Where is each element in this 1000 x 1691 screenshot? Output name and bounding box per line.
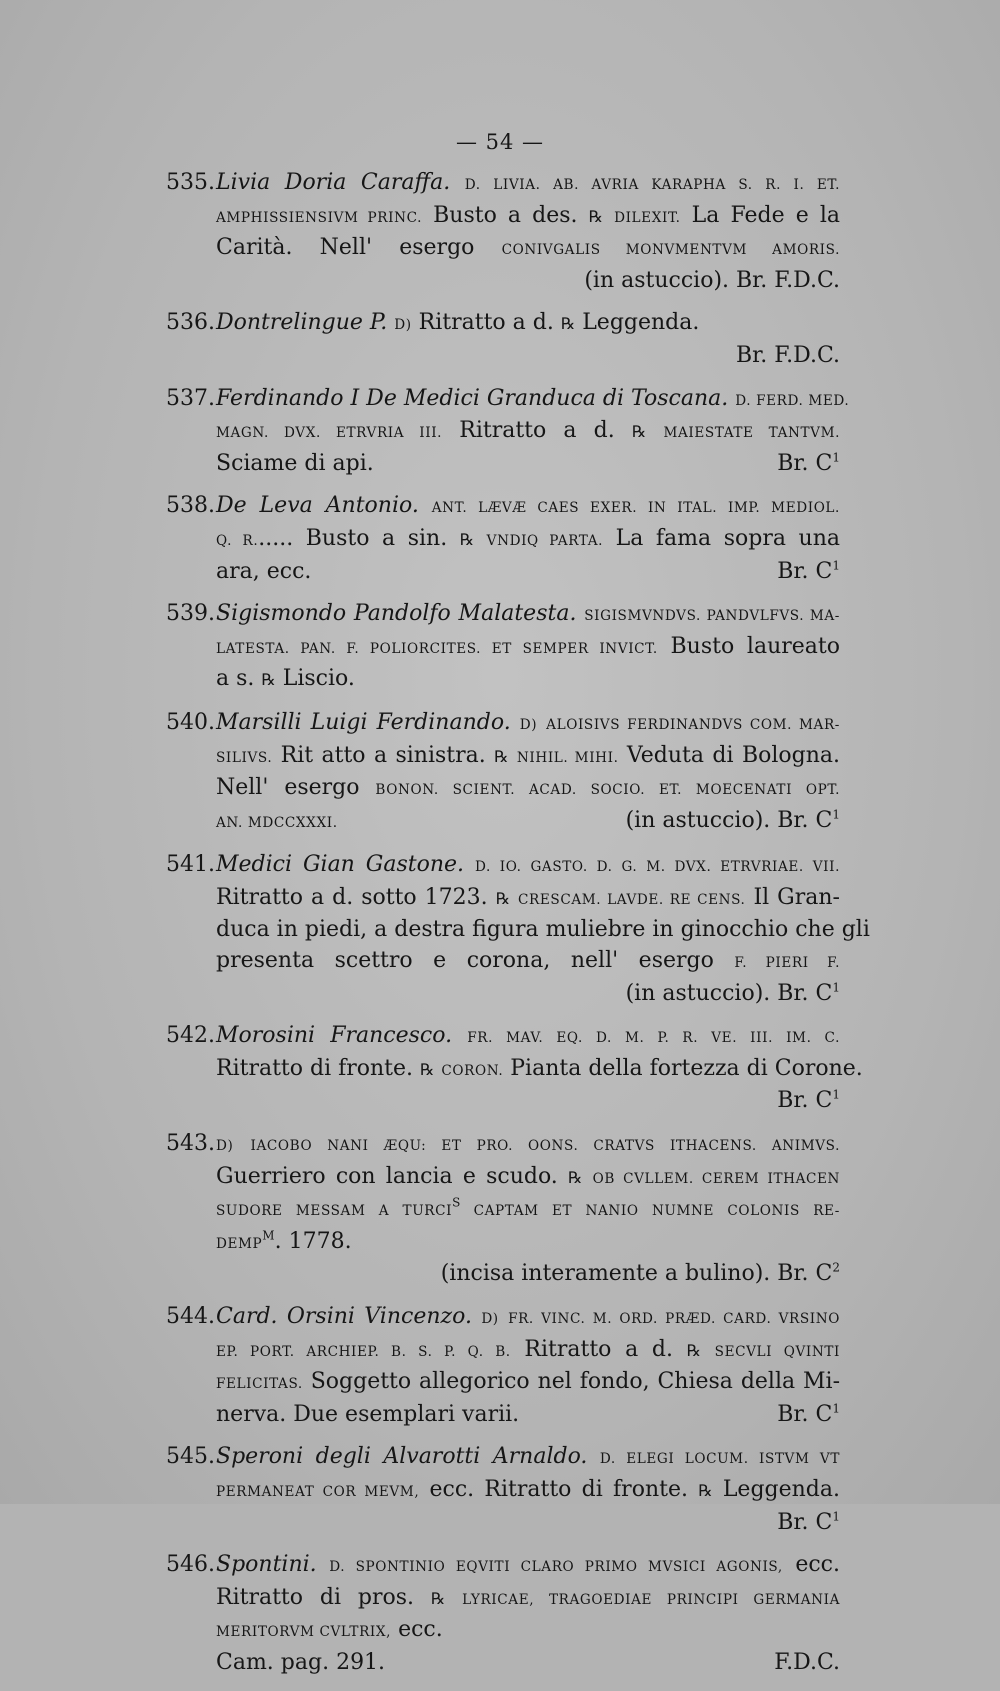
page-number: — 54 — xyxy=(455,130,545,154)
reverse-symbol: ℞ xyxy=(495,888,511,908)
entry-text: CONIVGALIS MONVMENTVM AMORIS. xyxy=(501,242,840,259)
entry-text xyxy=(474,526,487,551)
entry-text: Ritratto di pros. xyxy=(216,1584,431,1610)
entry-text: Ritratto a d. xyxy=(411,310,561,336)
entry-text: Br. C xyxy=(777,558,833,584)
entry-number: 535. xyxy=(166,170,215,195)
entry-line xyxy=(166,1475,840,1508)
entry-text: OB CVLLEM. CEREM ITHACEN xyxy=(592,1170,840,1187)
entry-text: 1 xyxy=(832,1509,840,1524)
entry-text: Rit atto a sinistra. xyxy=(272,742,495,768)
catalogue-entry xyxy=(166,599,840,696)
entry-text: Ritratto di fronte. xyxy=(216,1055,421,1081)
entry-text: Br. F.D.C. xyxy=(736,342,840,368)
entry-text: D. LIVIA. AB. AVRIA KARAPHA S. R. I. ET. xyxy=(464,177,840,193)
entry-line xyxy=(166,883,840,916)
entry-line xyxy=(166,599,840,632)
entry-text: ecc. Ritratto di fronte. xyxy=(419,1476,699,1502)
entry-text: Busto laureato xyxy=(657,633,840,659)
entry-text: 1 xyxy=(832,558,840,573)
entry-text: D) xyxy=(519,716,538,733)
entry-number: 543. xyxy=(166,1131,215,1157)
reverse-symbol: ℞ xyxy=(588,206,603,226)
entry-text: CAPTAM ET NANIO NUMNE COLONIS RE- xyxy=(460,1203,840,1220)
entry-text: (in astuccio). Br. F.D.C. xyxy=(584,267,840,293)
catalogue-entries xyxy=(166,168,870,1691)
entry-text: duca in piedi, a destra figura muliebre in ginocchio che gli xyxy=(216,917,870,943)
entry-text: . 1778. xyxy=(274,1228,352,1254)
entry-text: 1 xyxy=(832,807,840,822)
entry-text: VNDIQ PARTA. xyxy=(486,532,604,549)
entry-text xyxy=(419,493,432,518)
entry-line xyxy=(166,1583,840,1616)
entry-line xyxy=(166,1302,840,1335)
entry-text: IACOBO NANI ÆQU: ET PRO. OONS. CRATVS ITHACENS. ANIMVS. xyxy=(250,1138,841,1155)
reverse-symbol: ℞ xyxy=(568,1167,583,1187)
reverse-symbol: ℞ xyxy=(698,1480,713,1500)
entry-text: MAGN. DVX. ETRVRIA III. xyxy=(216,425,443,442)
entry-text: DEMP xyxy=(216,1235,263,1252)
entry-text xyxy=(445,1585,462,1610)
entry-line xyxy=(166,806,840,839)
entry-text: AMPHISSIENSIVM PRINC. xyxy=(216,209,423,226)
entry-title: De Leva Antonio. xyxy=(216,493,419,519)
entry-text: FELICITAS. xyxy=(216,1376,303,1393)
catalogue-entry xyxy=(166,1021,863,1117)
entry-text: presenta scettro e corona, nell' esergo xyxy=(216,948,735,974)
entry-text: Br. C xyxy=(777,450,833,476)
entry-number: 537. xyxy=(166,385,215,411)
entry-text xyxy=(603,203,614,228)
entry-title: Dontrelingue P. xyxy=(216,310,388,336)
entry-number: 544. xyxy=(166,1304,215,1329)
entry-text: M xyxy=(262,1228,275,1243)
entry-text: La Fede e la xyxy=(680,202,841,228)
entry-text: Leggenda. xyxy=(575,310,700,336)
entry-line xyxy=(166,1054,863,1087)
catalogue-entry xyxy=(166,1442,840,1538)
entry-line xyxy=(166,1086,840,1117)
entry-text: F. PIERI F. xyxy=(734,955,840,972)
entry-line xyxy=(166,1259,840,1290)
entry-text: ara, ecc. xyxy=(216,558,312,584)
entry-text: D. IO. GASTO. D. G. M. DVX. ETRVRIAE. VII. xyxy=(474,859,840,876)
entry-text xyxy=(511,710,520,735)
entry-line xyxy=(166,1194,840,1227)
entry-text: D) xyxy=(481,1311,499,1327)
entry-title: Morosini Francesco. xyxy=(216,1023,453,1049)
entry-text: MERITORVM CVLTRIX, xyxy=(216,1624,392,1641)
entry-text: 1 xyxy=(832,1401,840,1416)
entry-line xyxy=(166,266,840,297)
entry-text xyxy=(537,710,546,735)
entry-line xyxy=(166,308,840,341)
entry-text: FR. VINC. M. ORD. PRÆD. CARD. VRSINO xyxy=(508,1311,840,1327)
reverse-symbol: ℞ xyxy=(459,529,475,549)
entry-title: Sigismondo Pandolfo Malatesta. xyxy=(216,601,577,627)
entry-text: La fama sopra una xyxy=(603,525,840,551)
entry-text: LYRICAE, TRAGOEDIAE PRINCIPI GERMANIA xyxy=(462,1591,840,1608)
entry-line xyxy=(166,1162,840,1195)
entry-text: S xyxy=(452,1195,461,1210)
entry-text: MAIESTATE TANTVM. xyxy=(663,425,841,442)
entry-text: 2 xyxy=(832,1261,840,1276)
entry-text: BONON. SCIENT. ACAD. SOCIO. ET. MOECENATI OPT. xyxy=(375,782,840,799)
entry-text: SILIVS. xyxy=(216,749,273,766)
entry-text: a s. xyxy=(216,666,262,692)
entry-text: 1 xyxy=(832,980,840,995)
entry-text: Il Gran- xyxy=(745,884,840,910)
reverse-symbol: ℞ xyxy=(261,670,276,690)
catalogue-entry xyxy=(166,308,840,371)
entry-number: 539. xyxy=(166,601,215,627)
reverse-symbol: ℞ xyxy=(420,1059,435,1079)
entry-number: 545. xyxy=(166,1444,215,1470)
entry-line xyxy=(166,979,840,1010)
entry-text: ANT. LÆVÆ CAES EXER. IN ITAL. IMP. MEDIOL. xyxy=(431,500,840,517)
catalogue-entry xyxy=(166,491,840,587)
entry-text xyxy=(510,885,518,910)
catalogue-entry xyxy=(166,1129,840,1290)
entry-line xyxy=(166,708,840,741)
entry-text xyxy=(450,170,465,195)
entry-text: EP. PORT. ARCHIEP. B. S. P. Q. B. xyxy=(216,1343,511,1360)
entry-line xyxy=(166,1400,840,1431)
reverse-symbol: ℞ xyxy=(686,1340,701,1360)
entry-number: 540. xyxy=(166,709,215,735)
entry-text: Ritratto a d. xyxy=(442,418,632,444)
entry-title: Speroni degli Alvarotti Arnaldo. xyxy=(216,1444,588,1470)
entry-text: D. FERD. MED. xyxy=(735,392,850,409)
entry-line xyxy=(166,168,840,201)
entry-text: Pianta della fortezza di Corone. xyxy=(503,1055,863,1081)
entry-text xyxy=(317,1552,330,1577)
entry-text: Q. R. xyxy=(216,532,259,549)
entry-title: Ferdinando I De Medici Granduca di Toscana. xyxy=(216,385,729,411)
entry-text xyxy=(582,1164,592,1189)
entry-text: Guerriero con lancia e scudo. xyxy=(216,1163,569,1189)
entry-text: Ritratto a d. xyxy=(510,1336,687,1362)
entry-text: Sciame di api. xyxy=(216,450,374,476)
catalogue-entry xyxy=(166,1302,840,1430)
entry-line xyxy=(166,1648,840,1679)
entry-text: Carità. Nell' esergo xyxy=(216,235,502,261)
entry-text: CRESCAM. LAVDE. RE CENS. xyxy=(518,891,746,908)
entry-title: Marsilli Luigi Ferdinando. xyxy=(216,709,511,735)
entry-text: SUDORE MESSAM A TURCI xyxy=(216,1203,453,1220)
entry-line xyxy=(166,850,840,883)
entry-text: D. SPONTINIO EQVITI CLARO PRIMO MVSICI AGONIS, xyxy=(329,1559,783,1576)
entry-text: (in astuccio). Br. C xyxy=(625,807,833,833)
entry-text: Ritratto a d. sotto 1723. xyxy=(216,884,496,910)
entry-number: 542. xyxy=(166,1023,215,1049)
entry-text: 1 xyxy=(832,450,840,465)
entry-line xyxy=(166,201,840,234)
entry-text: ecc. xyxy=(391,1617,443,1643)
entry-line xyxy=(166,1367,840,1400)
catalogue-entry xyxy=(166,168,840,296)
entry-text: SIGISMVNDVS. PANDVLFVS. MA- xyxy=(584,608,840,625)
entry-text: ecc. xyxy=(782,1552,840,1578)
entry-text xyxy=(464,852,475,877)
reverse-symbol: ℞ xyxy=(631,422,647,442)
entry-text: Br. C xyxy=(777,1401,833,1427)
entry-line xyxy=(166,1615,840,1648)
entry-number: 541. xyxy=(166,852,215,878)
entry-title: Spontini. xyxy=(216,1552,317,1578)
entry-text: (in astuccio). Br. C xyxy=(625,980,833,1006)
entry-text xyxy=(509,743,517,768)
entry-line xyxy=(166,632,840,665)
entry-text: nerva. Due esemplari varii. xyxy=(216,1401,520,1427)
entry-text: F.D.C. xyxy=(774,1649,840,1675)
entry-line xyxy=(166,773,840,806)
entry-text: Nell' esergo xyxy=(216,775,376,801)
entry-line xyxy=(166,1129,840,1162)
entry-line xyxy=(166,233,840,266)
entry-text xyxy=(233,1131,250,1156)
entry-text: ..... Busto a sin. xyxy=(258,525,460,551)
entry-text: D) xyxy=(394,317,412,334)
entry-text: Soggetto allegorico nel fondo, Chiesa della Mi- xyxy=(302,1369,840,1395)
entry-text: NIHIL. MIHI. xyxy=(516,749,619,766)
entry-line xyxy=(166,1550,840,1583)
entry-line xyxy=(166,384,850,417)
catalogue-entry xyxy=(166,384,850,480)
entry-text: D. ELEGI LOCUM. ISTVM VT xyxy=(599,1451,840,1468)
entry-line xyxy=(166,741,840,774)
entry-number: 538. xyxy=(166,493,215,519)
entry-text: Cam. pag. 291. xyxy=(216,1649,386,1675)
catalogue-entry xyxy=(166,1550,840,1678)
entry-line xyxy=(166,915,870,946)
entry-title: Livia Doria Caraffa. xyxy=(216,170,451,195)
entry-line xyxy=(166,524,840,557)
entry-line xyxy=(166,664,840,696)
entry-text xyxy=(646,418,663,443)
entry-text: Br. C xyxy=(777,1509,833,1535)
entry-text: FR. MAV. EQ. D. M. P. R. VE. III. IM. C. xyxy=(467,1030,840,1047)
entry-text: ALOISIVS FERDINANDVS COM. MAR- xyxy=(546,716,840,733)
entry-title: Medici Gian Gastone. xyxy=(216,852,465,878)
reverse-symbol: ℞ xyxy=(560,314,576,334)
entry-line xyxy=(166,946,840,979)
entry-number: 536. xyxy=(166,310,215,336)
entry-line xyxy=(166,1021,840,1054)
entry-text: Veduta di Bologna. xyxy=(618,742,840,768)
entry-text: Leggenda. xyxy=(712,1476,840,1502)
entry-line xyxy=(166,1227,840,1260)
catalogue-entry xyxy=(166,850,870,1009)
entry-text xyxy=(499,1304,508,1329)
entry-text: DILEXIT. xyxy=(614,209,681,226)
entry-text xyxy=(452,1023,467,1048)
entry-text: (incisa interamente a bulino). Br. C xyxy=(440,1261,833,1287)
entry-line xyxy=(166,491,840,524)
entry-line xyxy=(166,416,840,449)
entry-text: PERMANEAT COR MEVM, xyxy=(216,1483,420,1500)
entry-text: Br. C xyxy=(777,1088,833,1114)
entry-line xyxy=(166,1442,840,1475)
entry-title: Card. Orsini Vincenzo. xyxy=(216,1304,472,1329)
entry-text: AN. MDCCXXXI. xyxy=(216,814,338,831)
reverse-symbol: ℞ xyxy=(430,1588,446,1608)
entry-text: Liscio. xyxy=(275,666,355,692)
entry-text: Busto a des. xyxy=(422,202,589,228)
catalogue-entry xyxy=(166,708,840,838)
entry-text xyxy=(701,1337,715,1362)
entry-line xyxy=(166,557,840,588)
reverse-symbol: ℞ xyxy=(494,746,509,766)
entry-line xyxy=(166,1335,840,1368)
entry-line xyxy=(166,1508,840,1539)
entry-text xyxy=(587,1444,599,1469)
entry-text: 1 xyxy=(832,1088,840,1103)
entry-text: CORON. xyxy=(441,1062,504,1079)
entry-text: D) xyxy=(216,1138,234,1155)
entry-line xyxy=(166,341,840,372)
entry-text: SECVLI QVINTI xyxy=(714,1343,840,1360)
entry-number: 546. xyxy=(166,1552,215,1578)
entry-text: LATESTA. PAN. F. POLIORCITES. ET SEMPER INVICT. xyxy=(216,640,658,657)
entry-text xyxy=(472,1304,481,1329)
entry-line xyxy=(166,449,840,480)
